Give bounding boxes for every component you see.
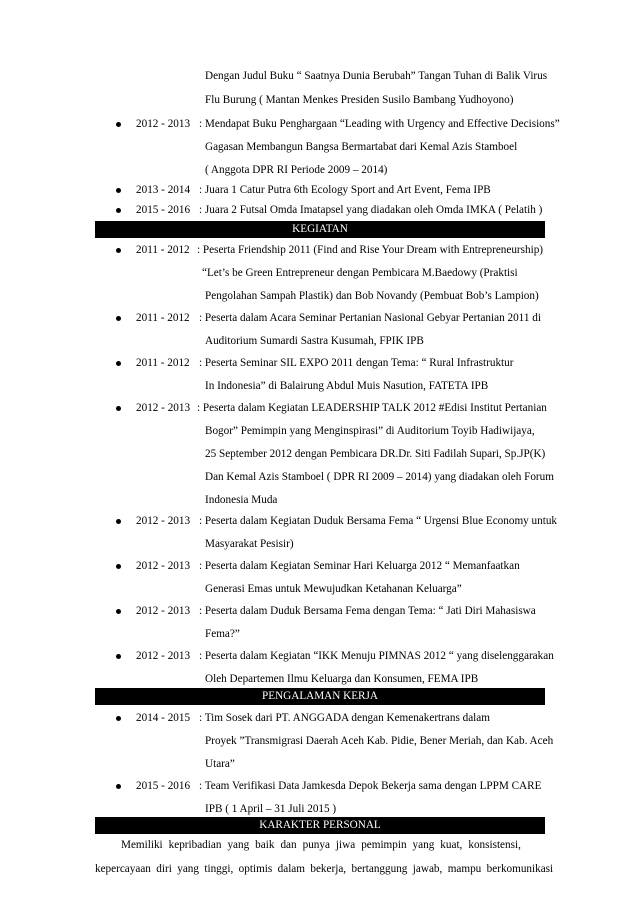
bullet-icon	[116, 519, 121, 524]
item-line: “Let’s be Green Entrepreneur dengan Pembicara M.Baedowy (Praktisi	[202, 267, 518, 279]
item-line: : Peserta Friendship 2011 (Find and Rise Your Dream with Entrepreneurship)	[197, 244, 544, 256]
item-year: 2014 - 2015	[136, 712, 191, 724]
item-year: 2015 - 2016	[136, 780, 191, 792]
item-line: Dan Kemal Azis Stamboel ( DPR RI 2009 – 2014) yang diadakan oleh Forum	[205, 471, 554, 483]
item-line: : Juara 1 Catur Putra 6th Ecology Sport and Art Event, Fema IPB	[199, 184, 491, 196]
item-line: : Peserta dalam Kegiatan Duduk Bersama Fema “ Urgensi Blue Economy untuk	[199, 515, 558, 527]
item-line: : Peserta Seminar SIL EXPO 2011 dengan Tema: “ Rural Infrastruktur	[199, 357, 514, 369]
item-year: 2012 - 2013	[136, 560, 191, 572]
bullet-icon	[116, 248, 121, 253]
item-line: Auditorium Sumardi Sastra Kusumah, FPIK IPB	[205, 335, 424, 347]
item-line: : Peserta dalam Kegiatan Seminar Hari Keluarga 2012 “ Memanfaatkan	[199, 560, 520, 572]
item-line: 25 September 2012 dengan Pembicara DR.Dr. Siti Fadilah Supari, Sp.JP(K)	[205, 448, 546, 460]
item-line: : Peserta dalam Acara Seminar Pertanian Nasional Gebyar Pertanian 2011 di	[199, 312, 541, 324]
item-year: 2011 - 2012	[136, 244, 190, 256]
bullet-icon	[116, 784, 121, 789]
item-line: : Peserta dalam Duduk Bersama Fema dengan Tema: “ Jati Diri Mahasiswa	[199, 605, 536, 617]
item-line: Utara”	[205, 758, 235, 770]
personal-paragraph-line: Memiliki kepribadian yang baik dan punya jiwa pemimpin yang kuat, konsistensi,	[121, 839, 521, 851]
item-line: IPB ( 1 April – 31 Juli 2015 )	[205, 803, 337, 815]
item-line: ( Anggota DPR RI Periode 2009 – 2014)	[205, 164, 388, 176]
bullet-icon	[116, 361, 121, 366]
bullet-icon	[116, 564, 121, 569]
section-heading-kegiatan: KEGIATAN	[95, 221, 545, 238]
item-line: : Team Verifikasi Data Jamkesda Depok Bekerja sama dengan LPPM CARE	[199, 780, 542, 792]
section-heading-kerja: PENGALAMAN KERJA	[95, 688, 545, 705]
item-year: 2012 - 2013	[136, 118, 191, 130]
bullet-icon	[116, 188, 121, 193]
item-line: Proyek ”Transmigrasi Daerah Aceh Kab. Pidie, Bener Meriah, dan Kab. Aceh	[205, 735, 554, 747]
item-year: 2013 - 2014	[136, 184, 191, 196]
bullet-icon	[116, 609, 121, 614]
section-heading-karakter: KARAKTER PERSONAL	[95, 817, 545, 834]
item-line: : Peserta dalam Kegiatan LEADERSHIP TALK 2012 #Edisi Institut Pertanian	[197, 402, 547, 414]
item-line: Generasi Emas untuk Mewujudkan Ketahanan Keluarga”	[205, 583, 462, 595]
item-line: Fema?”	[205, 628, 240, 640]
item-line: : Peserta dalam Kegiatan “IKK Menuju PIMNAS 2012 “ yang diselenggarakan	[199, 650, 554, 662]
item-year: 2011 - 2012	[136, 357, 190, 369]
item-year: 2011 - 2012	[136, 312, 190, 324]
bullet-icon	[116, 122, 121, 127]
item-line: Pengolahan Sampah Plastik) dan Bob Novandy (Pembuat Bob’s Lampion)	[205, 290, 539, 302]
item-line: Indonesia Muda	[205, 494, 278, 506]
item-year: 2012 - 2013	[136, 605, 191, 617]
item-line: In Indonesia” di Balairung Abdul Muis Nasution, FATETA IPB	[205, 380, 489, 392]
item-line: : Juara 2 Futsal Omda Imatapsel yang diadakan oleh Omda IMKA ( Pelatih )	[199, 204, 543, 216]
item-year: 2012 - 2013	[136, 515, 191, 527]
item-line: Masyarakat Pesisir)	[205, 538, 294, 550]
item-year: 2012 - 2013	[136, 402, 191, 414]
item-year: 2015 - 2016	[136, 204, 191, 216]
personal-paragraph-line: kepercayaan diri yang tinggi, optimis dalam bekerja, bertanggung jawab, mampu berkomunikasi	[95, 863, 554, 875]
item-year: 2012 - 2013	[136, 650, 191, 662]
bullet-icon	[116, 654, 121, 659]
item-line: Bogor” Pemimpin yang Menginspirasi” di Auditorium Toyib Hadiwijaya,	[205, 425, 535, 437]
intro-line: Flu Burung ( Mantan Menkes Presiden Susilo Bambang Yudhoyono)	[205, 94, 514, 106]
bullet-icon	[116, 208, 121, 213]
bullet-icon	[116, 316, 121, 321]
bullet-icon	[116, 406, 121, 411]
item-line: : Mendapat Buku Penghargaan “Leading with Urgency and Effective Decisions”	[199, 118, 560, 130]
item-line: Oleh Departemen Ilmu Keluarga dan Konsumen, FEMA IPB	[205, 673, 479, 685]
item-line: Gagasan Membangun Bangsa Bermartabat dari Kemal Azis Stamboel	[205, 141, 518, 153]
intro-line: Dengan Judul Buku “ Saatnya Dunia Berubah” Tangan Tuhan di Balik Virus	[205, 70, 548, 82]
item-line: : Tim Sosek dari PT. ANGGADA dengan Kemenakertrans dalam	[199, 712, 490, 724]
bullet-icon	[116, 716, 121, 721]
